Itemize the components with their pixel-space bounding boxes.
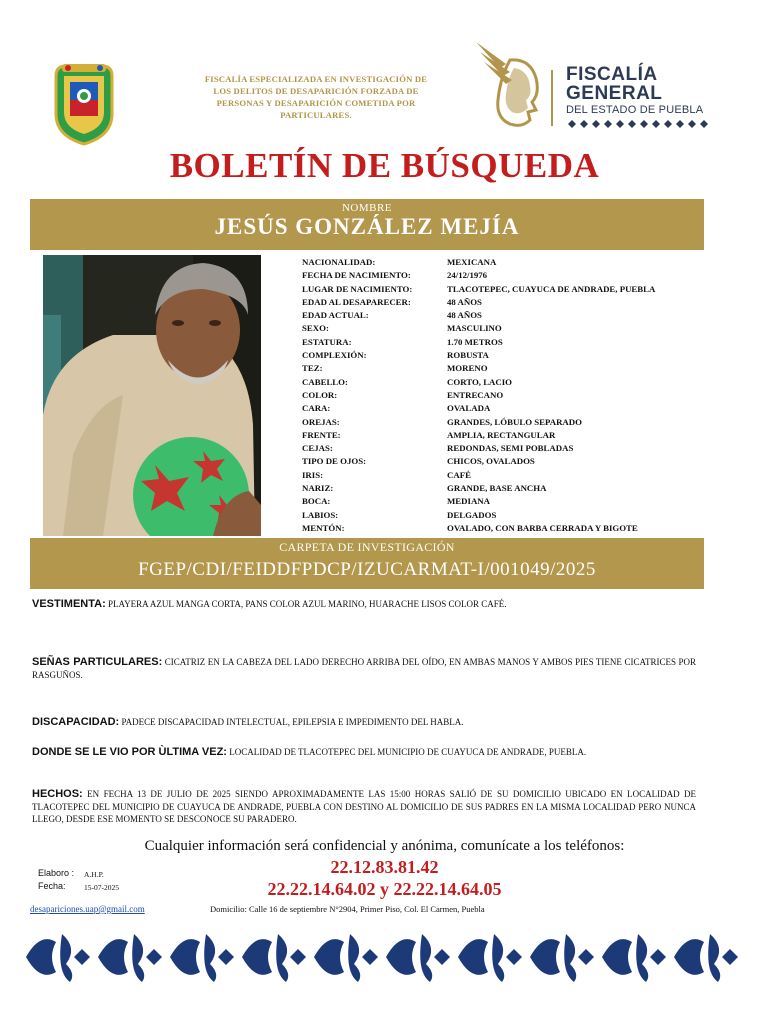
detail-row	[302, 256, 702, 269]
logo-divider	[551, 70, 553, 126]
detail-label: FRENTE:	[302, 429, 341, 440]
phone-number: 22.12.83.81.42	[330, 857, 439, 877]
talavera-pattern-icon	[26, 930, 742, 984]
missing-person-photo	[43, 255, 261, 536]
distinguishing-marks-section	[32, 656, 696, 681]
case-file-number: FGEP/CDI/FEIDDFPDCP/IZUCARMAT-I/001049/2025	[138, 559, 596, 580]
detail-row	[302, 389, 702, 402]
disability-text: PADECE DISCAPACIDAD INTELECTUAL, EPILEPSIA E IMPEDIMENTO DEL HABLA.	[121, 717, 464, 727]
detail-row	[302, 429, 702, 442]
detail-value: 1.70 METROS	[447, 336, 503, 347]
detail-row	[302, 509, 702, 522]
disability-section	[32, 716, 696, 729]
detail-label: OREJAS:	[302, 416, 340, 427]
detail-label: COLOR:	[302, 389, 338, 400]
agency-line: LOS DELITOS DE DESAPARICIÓN FORZADA DE	[213, 86, 419, 96]
clothing-section	[32, 598, 696, 611]
facts-text: EN FECHA 13 DE JULIO DE 2025 SIENDO APROXIMADAMENTE LAS 15:00 HORAS SALIÓ DE SU DOMICILIO UBICADO EN LOCALIDAD DE TLACOTEPEC DEL MUNICIPIO DE CUAYUCA DE ANDRADE, PUEBLA CON DESTINO AL DOMICILIO DE SUS PADRES EN LA MISMA LOCALIDAD PERO NUNCA LLEGO, DESDE ESE MOMENTO SE DESCONOCE SU PARADERO.	[32, 789, 696, 824]
detail-row	[302, 402, 702, 415]
logo-text-line3: DEL ESTADO DE PUEBLA	[566, 104, 704, 116]
detail-row	[302, 269, 702, 282]
detail-label: LUGAR DE NACIMIENTO:	[302, 283, 413, 294]
case-file-label: CARPETA DE INVESTIGACIÓN	[279, 540, 455, 554]
detail-value: MEDIANA	[447, 496, 491, 507]
detail-row	[302, 495, 702, 508]
detail-value: OVALADA	[447, 403, 491, 414]
clothing-text: PLAYERA AZUL MANGA CORTA, PANS COLOR AZUL MARINO, HUARACHE LISOS COLOR CAFÉ.	[108, 599, 507, 609]
detail-value: ENTRECANO	[447, 389, 504, 400]
detail-value: AMPLIA, RECTANGULAR	[447, 429, 556, 440]
detail-label: EDAD ACTUAL:	[302, 310, 369, 321]
name-band	[30, 199, 704, 250]
detail-label: ESTATURA:	[302, 336, 352, 347]
detail-label: NARIZ:	[302, 483, 334, 494]
detail-label: COMPLEXIÓN:	[302, 350, 367, 361]
detail-label: CEJAS:	[302, 443, 333, 454]
detail-label: TEZ:	[302, 363, 323, 374]
detail-value: GRANDES, LÓBULO SEPARADO	[447, 416, 582, 427]
logo-text-line1: FISCALÍA	[566, 64, 658, 85]
office-address: Domicilio: Calle 16 de septiembre N°2904, Primer Piso, Col. El Carmen, Puebla	[210, 904, 485, 914]
detail-value: CAFÉ	[447, 469, 471, 480]
detail-value: 48 AÑOS	[447, 310, 482, 321]
detail-value: 24/12/1976	[447, 270, 488, 281]
detail-label: FECHA DE NACIMIENTO:	[302, 270, 411, 281]
contact-email-link[interactable]: desapariciones.uap@gmail.com	[30, 904, 145, 914]
logo-text-line2: GENERAL	[566, 83, 663, 104]
detail-row	[302, 296, 702, 309]
physical-details-list	[302, 256, 702, 535]
phone-numbers: 22.22.14.64.02 y 22.22.14.64.05	[267, 879, 502, 899]
detail-label: TIPO DE OJOS:	[302, 456, 367, 467]
facts-label: HECHOS:	[32, 788, 83, 800]
agency-line: FISCALÍA ESPECIALIZADA EN INVESTIGACIÓN DE	[204, 74, 428, 84]
case-file-band	[30, 538, 704, 589]
detail-row	[302, 469, 702, 482]
detail-value: TLACOTEPEC, CUAYUCA DE ANDRADE, PUEBLA	[447, 283, 656, 294]
detail-row	[302, 362, 702, 375]
last-seen-label: DONDE SE LE VIO POR ÙLTIMA VEZ:	[32, 746, 227, 758]
detail-value: DELGADOS	[447, 509, 497, 520]
distinguishing-marks-label: SEÑAS PARTICULARES:	[32, 656, 163, 668]
elaborated-by-label: Elaboro :	[38, 868, 75, 878]
detail-row	[302, 455, 702, 468]
bulletin-title: BOLETÍN DE BÚSQUEDA	[169, 146, 600, 185]
detail-row	[302, 283, 702, 296]
date-label: Fecha:	[38, 881, 66, 891]
detail-row	[302, 482, 702, 495]
clothing-label: VESTIMENTA:	[32, 598, 106, 610]
detail-row	[302, 442, 702, 455]
name-label: NOMBRE	[341, 202, 393, 214]
detail-value: 48 AÑOS	[447, 296, 482, 307]
detail-value: OVALADO, CON BARBA CERRADA Y BIGOTE	[447, 522, 638, 533]
detail-value: MEXICANA	[447, 257, 497, 267]
date-value: 15-07-2025	[84, 883, 119, 892]
logo-pattern-icon	[566, 119, 712, 129]
detail-label: CARA:	[302, 403, 331, 414]
contact-message: Cualquier información será confidencial y anónima, comunícate a los teléfonos:	[144, 838, 625, 854]
detail-label: SEXO:	[302, 323, 329, 334]
detail-row	[302, 416, 702, 429]
detail-value: MORENO	[447, 363, 488, 374]
detail-row	[302, 309, 702, 322]
detail-value: MASCULINO	[447, 323, 502, 334]
agency-name	[178, 73, 454, 121]
detail-row	[302, 376, 702, 389]
puebla-state-shield-icon	[52, 62, 116, 146]
elaborated-by-value: A.H.P.	[84, 870, 104, 879]
detail-row	[302, 522, 702, 535]
disability-label: DISCAPACIDAD:	[32, 716, 120, 728]
missing-person-name: JESÚS GONZÁLEZ MEJÍA	[214, 214, 520, 239]
detail-label: EDAD AL DESAPARECER:	[302, 296, 411, 307]
detail-label: LABIOS:	[302, 509, 339, 520]
detail-value: ROBUSTA	[447, 350, 489, 361]
agency-line: PARTICULARES.	[280, 110, 352, 120]
last-seen-section	[32, 746, 696, 759]
detail-label: CABELLO:	[302, 376, 348, 387]
facts-section	[32, 788, 696, 826]
detail-label: MENTÓN:	[302, 522, 345, 533]
detail-value: REDONDAS, SEMI POBLADAS	[447, 443, 574, 454]
distinguishing-marks-text: CICATRIZ EN LA CABEZA DEL LADO DERECHO ARRIBA DEL OÍDO, EN AMBAS MANOS Y AMBOS PIES TIENE CICATRICES POR RASGUÑOS.	[32, 657, 696, 680]
fiscalia-emblem-icon	[470, 38, 546, 130]
detail-label: IRIS:	[302, 469, 324, 480]
detail-value: CHICOS, OVALADOS	[447, 456, 535, 467]
detail-value: GRANDE, BASE ANCHA	[447, 483, 547, 494]
detail-label: BOCA:	[302, 496, 331, 507]
detail-row	[302, 349, 702, 362]
detail-row	[302, 336, 702, 349]
detail-label: NACIONALIDAD:	[302, 257, 376, 267]
agency-line: PERSONAS Y DESAPARICIÓN COMETIDA POR	[216, 98, 416, 108]
last-seen-text: LOCALIDAD DE TLACOTEPEC DEL MUNICIPIO DE CUAYUCA DE ANDRADE, PUEBLA.	[229, 747, 587, 757]
detail-value: CORTO, LACIO	[447, 376, 513, 387]
detail-row	[302, 322, 702, 335]
